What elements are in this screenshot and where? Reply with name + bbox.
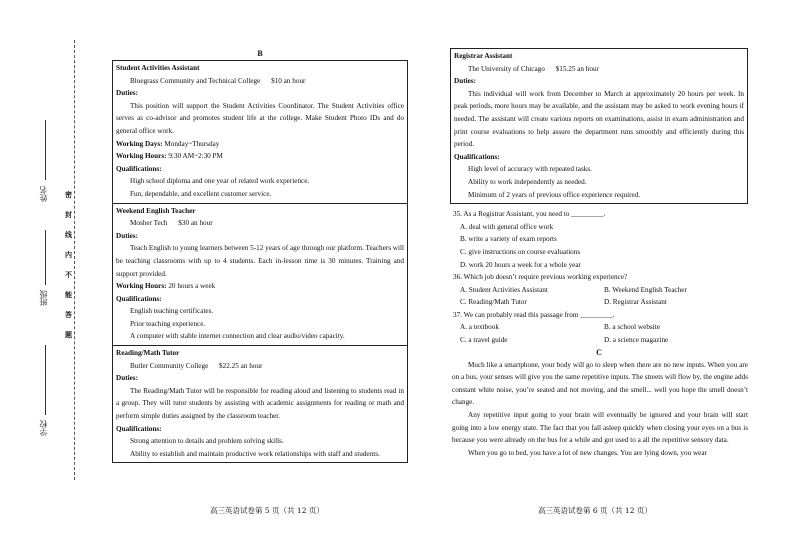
job-title: Weekend English Teacher: [116, 206, 196, 215]
qualification-item: High school diploma and one year of related work experience.: [130, 177, 310, 186]
section-b-title: B: [257, 49, 263, 58]
qualifications-label: Qualifications:: [116, 294, 162, 303]
option-36-d[interactable]: D. Registrar Assistant: [604, 298, 667, 307]
right-column: [450, 48, 748, 459]
job-employer-row: [116, 75, 404, 88]
option-35-c[interactable]: C. give instructions on course evaluations: [460, 247, 581, 256]
fold-line: [74, 40, 75, 480]
job-pay: $22.25 an hour: [219, 361, 263, 370]
duties-label: Duties:: [116, 374, 138, 383]
working-days: Monday~Thursday: [164, 139, 220, 148]
seal-char: 线: [65, 231, 72, 239]
working-hours-row: [116, 280, 404, 293]
job-registrar-assistant: [451, 49, 747, 203]
working-days-row: [116, 138, 404, 151]
passage-paragraph: Much like a smartphone, your body will go to sleep when there are no new inputs. When you are on a bus, your senses will give you the same repetitive inputs. The streets will flow by, the engine adds constant white noise, you’re seated and not moving, and the smell... well you hope the smell doesn’t change.: [452, 360, 748, 407]
job-pay: $10 an hour: [271, 76, 306, 85]
duties-text: Teach English to young learners between 5-12 years of age through our platform. Teachers will be teaching classrooms with up to 4 students. Each in-lesson time is 30 minutes. Training and support provided.: [116, 244, 404, 278]
seal-char: 内: [65, 251, 72, 259]
qualifications-label: Qualifications:: [116, 164, 162, 173]
working-hours-row: [116, 150, 404, 163]
job-table-continued: [450, 48, 748, 204]
working-hours-label: Working Hours:: [116, 152, 167, 161]
job-employer-row: [116, 360, 404, 373]
questions: [450, 208, 748, 347]
seal-char: 密: [65, 191, 72, 199]
school-field[interactable]: [45, 345, 46, 415]
qualification-item: Minimum of 2 years of previous office experience required.: [468, 190, 641, 199]
job-employer: Butler Community College: [130, 361, 209, 370]
page-footer-left: 高三英语试卷第 5 页（共 12 页）: [210, 506, 324, 515]
option-37-c[interactable]: C. a travel guide: [460, 336, 508, 345]
qualification-item: Ability to establish and maintain productive work relationships with staff and students.: [130, 449, 380, 458]
class-label: 班级: [39, 290, 48, 306]
options-36-row2: [450, 296, 748, 309]
qualification-item: Fun, dependable, and excellent customer service.: [130, 189, 272, 198]
qualification-item: A computer with stable internet connection and clear audio/video capacity.: [130, 332, 345, 341]
option-37-a[interactable]: A. a textbook: [460, 323, 499, 332]
job-pay: $30 an hour: [178, 219, 213, 228]
working-hours-label: Working Hours:: [116, 282, 167, 291]
option-36-c[interactable]: C. Reading/Math Tutor: [460, 298, 527, 307]
seal-char: 不: [65, 271, 72, 279]
option-35-b[interactable]: B. write a variety of exam reports: [460, 235, 557, 244]
duties-text: This individual will work from December to March at approximately 20 hours per week. In peak periods, more hours may be available, and the assistant may be asked to work evening hours if needed. The assistant will create various reports on examinations, assist in exam administration and print course evaluations to help assure the department runs smoothly and efficiently during this period.: [454, 89, 744, 149]
working-hours: 9:30 AM~2:30 PM: [168, 152, 223, 161]
job-employer: The University of Chicago: [468, 64, 545, 73]
option-37-b[interactable]: B. a school website: [604, 323, 660, 332]
job-employer-row: [454, 63, 744, 76]
question-36: 36. Which job doesn’t require previous working experience?: [453, 273, 628, 282]
seal-char: 封: [65, 211, 72, 219]
section-c-title: C: [596, 347, 602, 357]
name-label: 姓名: [39, 186, 48, 202]
binding-margin: [0, 0, 100, 549]
job-reading-math-tutor: [113, 346, 407, 462]
page-footer-right: 高三英语试卷第 6 页（共 12 页）: [538, 506, 652, 515]
passage-paragraph: When you go to bed, you have a lot of new changes. You are lying down, you wear: [468, 448, 707, 457]
qualification-item: Strong attention to details and problem solving skills.: [130, 437, 284, 446]
options-37-row1: [450, 321, 748, 334]
name-field[interactable]: [45, 120, 46, 180]
working-days-label: Working Days:: [116, 139, 163, 148]
option-35-a[interactable]: A. deal with general office work: [460, 222, 554, 231]
seal-char: 题: [65, 331, 72, 339]
job-student-activities: [113, 61, 407, 204]
job-title: Registrar Assistant: [454, 52, 513, 60]
working-hours: 20 hours a week: [168, 282, 216, 291]
question-37: 37. We can probably read this passage from _________.: [453, 310, 615, 319]
qualification-item: Ability to work independently as needed.: [468, 177, 587, 186]
seal-char: 能: [65, 291, 72, 299]
class-field[interactable]: [45, 230, 46, 285]
job-employer-row: [116, 217, 404, 230]
duties-text: The Reading/Math Tutor will be responsible for reading aloud and listening to students read in a group. They will tutor students by assisting with academic assignments for reading or math and perform simple duties assigned by the classroom teacher.: [116, 386, 404, 421]
option-36-a[interactable]: A. Student Activities Assistant: [460, 285, 548, 294]
qualifications-label: Qualifications:: [116, 424, 162, 433]
seal-char: 答: [65, 311, 72, 319]
options-36-row1: [450, 284, 748, 297]
duties-text: This position will support the Student Activities Coordinator. The Student Activities office serves as co-advisor and promotes student life at the college. Make Student Photo IDs and do general office work.: [116, 101, 404, 135]
passage-paragraph: Any repetitive input going to your brain will eventually be ignored and your brain will start going into a low energy state. The fact that you fall asleep quickly when closing your eyes on a bus is because you were already on the bus for a while and got used to a all the repetitive sensory data.: [452, 411, 748, 445]
qualification-item: English teaching certificates.: [130, 307, 214, 316]
duties-label: Duties:: [116, 89, 138, 98]
job-pay: $15.25 an hour: [555, 64, 599, 73]
job-weekend-english-teacher: [113, 204, 407, 347]
job-employer: Mosher Tech: [130, 219, 168, 228]
qualifications-label: Qualifications:: [454, 152, 500, 161]
option-35-d[interactable]: D. work 20 hours a week for a whole year: [460, 260, 581, 269]
options-37-row2: [450, 334, 748, 347]
job-employer: Bluegrass Community and Technical College: [130, 76, 261, 85]
option-37-d[interactable]: D. a science magazine: [604, 336, 669, 345]
qualification-item: High level of accuracy with repeated tasks.: [468, 165, 592, 174]
option-36-b[interactable]: B. Weekend English Teacher: [604, 285, 687, 294]
qualification-item: Prior teaching experience.: [130, 319, 206, 328]
duties-label: Duties:: [116, 231, 138, 240]
job-table: [112, 60, 408, 463]
question-35: 35. As a Registrar Assistant, you need to _________.: [453, 210, 606, 219]
duties-label: Duties:: [454, 77, 476, 86]
job-title: Reading/Math Tutor: [116, 349, 180, 358]
job-title: Student Activities Assistant: [116, 64, 200, 72]
school-label: 学校: [39, 420, 48, 436]
left-column: [112, 48, 408, 463]
